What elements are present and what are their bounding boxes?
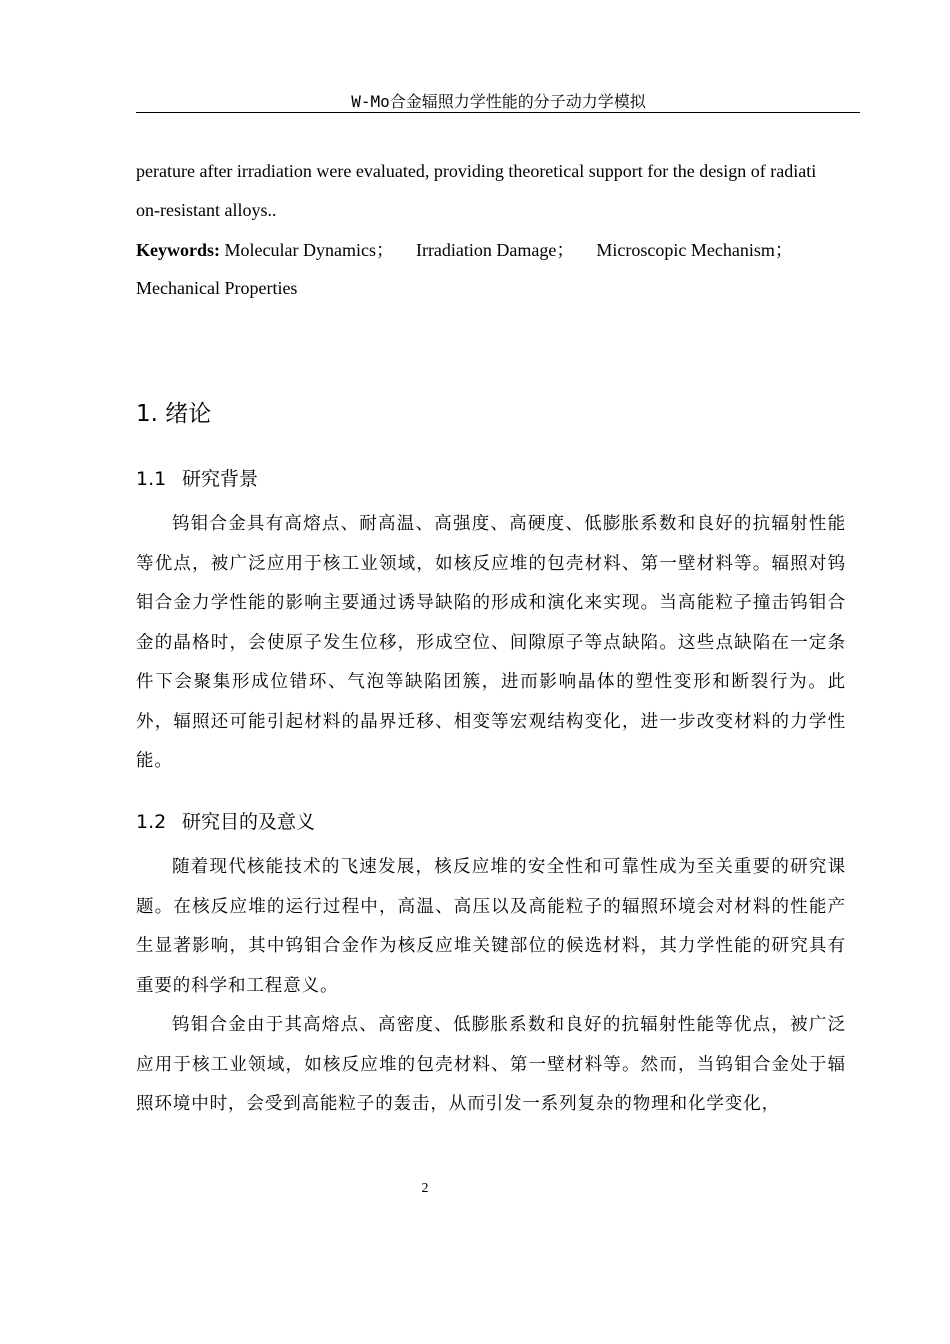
header-rule <box>136 112 860 113</box>
chapter-heading: 1. 绪论 <box>136 401 212 427</box>
section-number: 1.1 <box>136 468 167 490</box>
keyword: Microscopic Mechanism； <box>596 240 793 260</box>
abstract-line: on-resistant alloys.. <box>136 200 277 220</box>
keywords-label: Keywords: <box>136 240 220 260</box>
body-paragraph: 钨钼合金由于其高熔点、高密度、低膨胀系数和良好的抗辐射性能等优点，被广泛应用于核工业领域，如核反应堆的包壳材料、第一壁材料等。然而，当钨钼合金处于辐照环境中时，会受到高能粒子的轰击，从而引发一系列复杂的物理和化学变化， <box>136 1015 846 1114</box>
keywords-line <box>136 276 297 300</box>
running-header: W-Mo合金辐照力学性能的分子动力学模拟 <box>351 92 646 111</box>
keyword: Mechanical Properties <box>136 278 298 298</box>
body-paragraph: 钨钼合金具有高熔点、耐高温、高强度、高硬度、低膨胀系数和良好的抗辐射性能等优点，被广泛应用于核工业领域，如核反应堆的包壳材料、第一壁材料等。辐照对钨钼合金力学性能的影响主要通过诱导缺陷的形成和演化来实现。当高能粒子撞击钨钼合金的晶格时，会使原子发生位移，形成空位、间隙原子等点缺陷。这些点缺陷在一定条件下会聚集形成位错环、气泡等缺陷团簇，进而影响晶体的塑性变形和断裂行为。此外，辐照还可能引起材料的晶界迁移、相变等宏观结构变化，进一步改变材料的力学性能。 <box>136 514 846 771</box>
section-heading <box>136 809 315 835</box>
body-paragraph: 随着现代核能技术的飞速发展，核反应堆的安全性和可靠性成为至关重要的研究课题。在核反应堆的运行过程中，高温、高压以及高能粒子的辐照环境会对材料的性能产生显著影响，其中钨钼合金作为核反应堆关键部位的候选材料，其力学性能的研究具有重要的科学和工程意义。 <box>136 857 846 996</box>
keyword: Molecular Dynamics； <box>224 240 394 260</box>
section-title: 研究背景 <box>182 468 259 490</box>
section-number: 1.2 <box>136 811 167 833</box>
section-heading <box>136 466 258 492</box>
page-number: 2 <box>421 1181 429 1196</box>
keywords-line <box>136 238 793 262</box>
section-title: 研究目的及意义 <box>182 811 316 833</box>
abstract-line: perature after irradiation were evaluated, providing theoretical support for the design of radiati <box>136 161 817 181</box>
keyword: Irradiation Damage； <box>415 240 575 260</box>
